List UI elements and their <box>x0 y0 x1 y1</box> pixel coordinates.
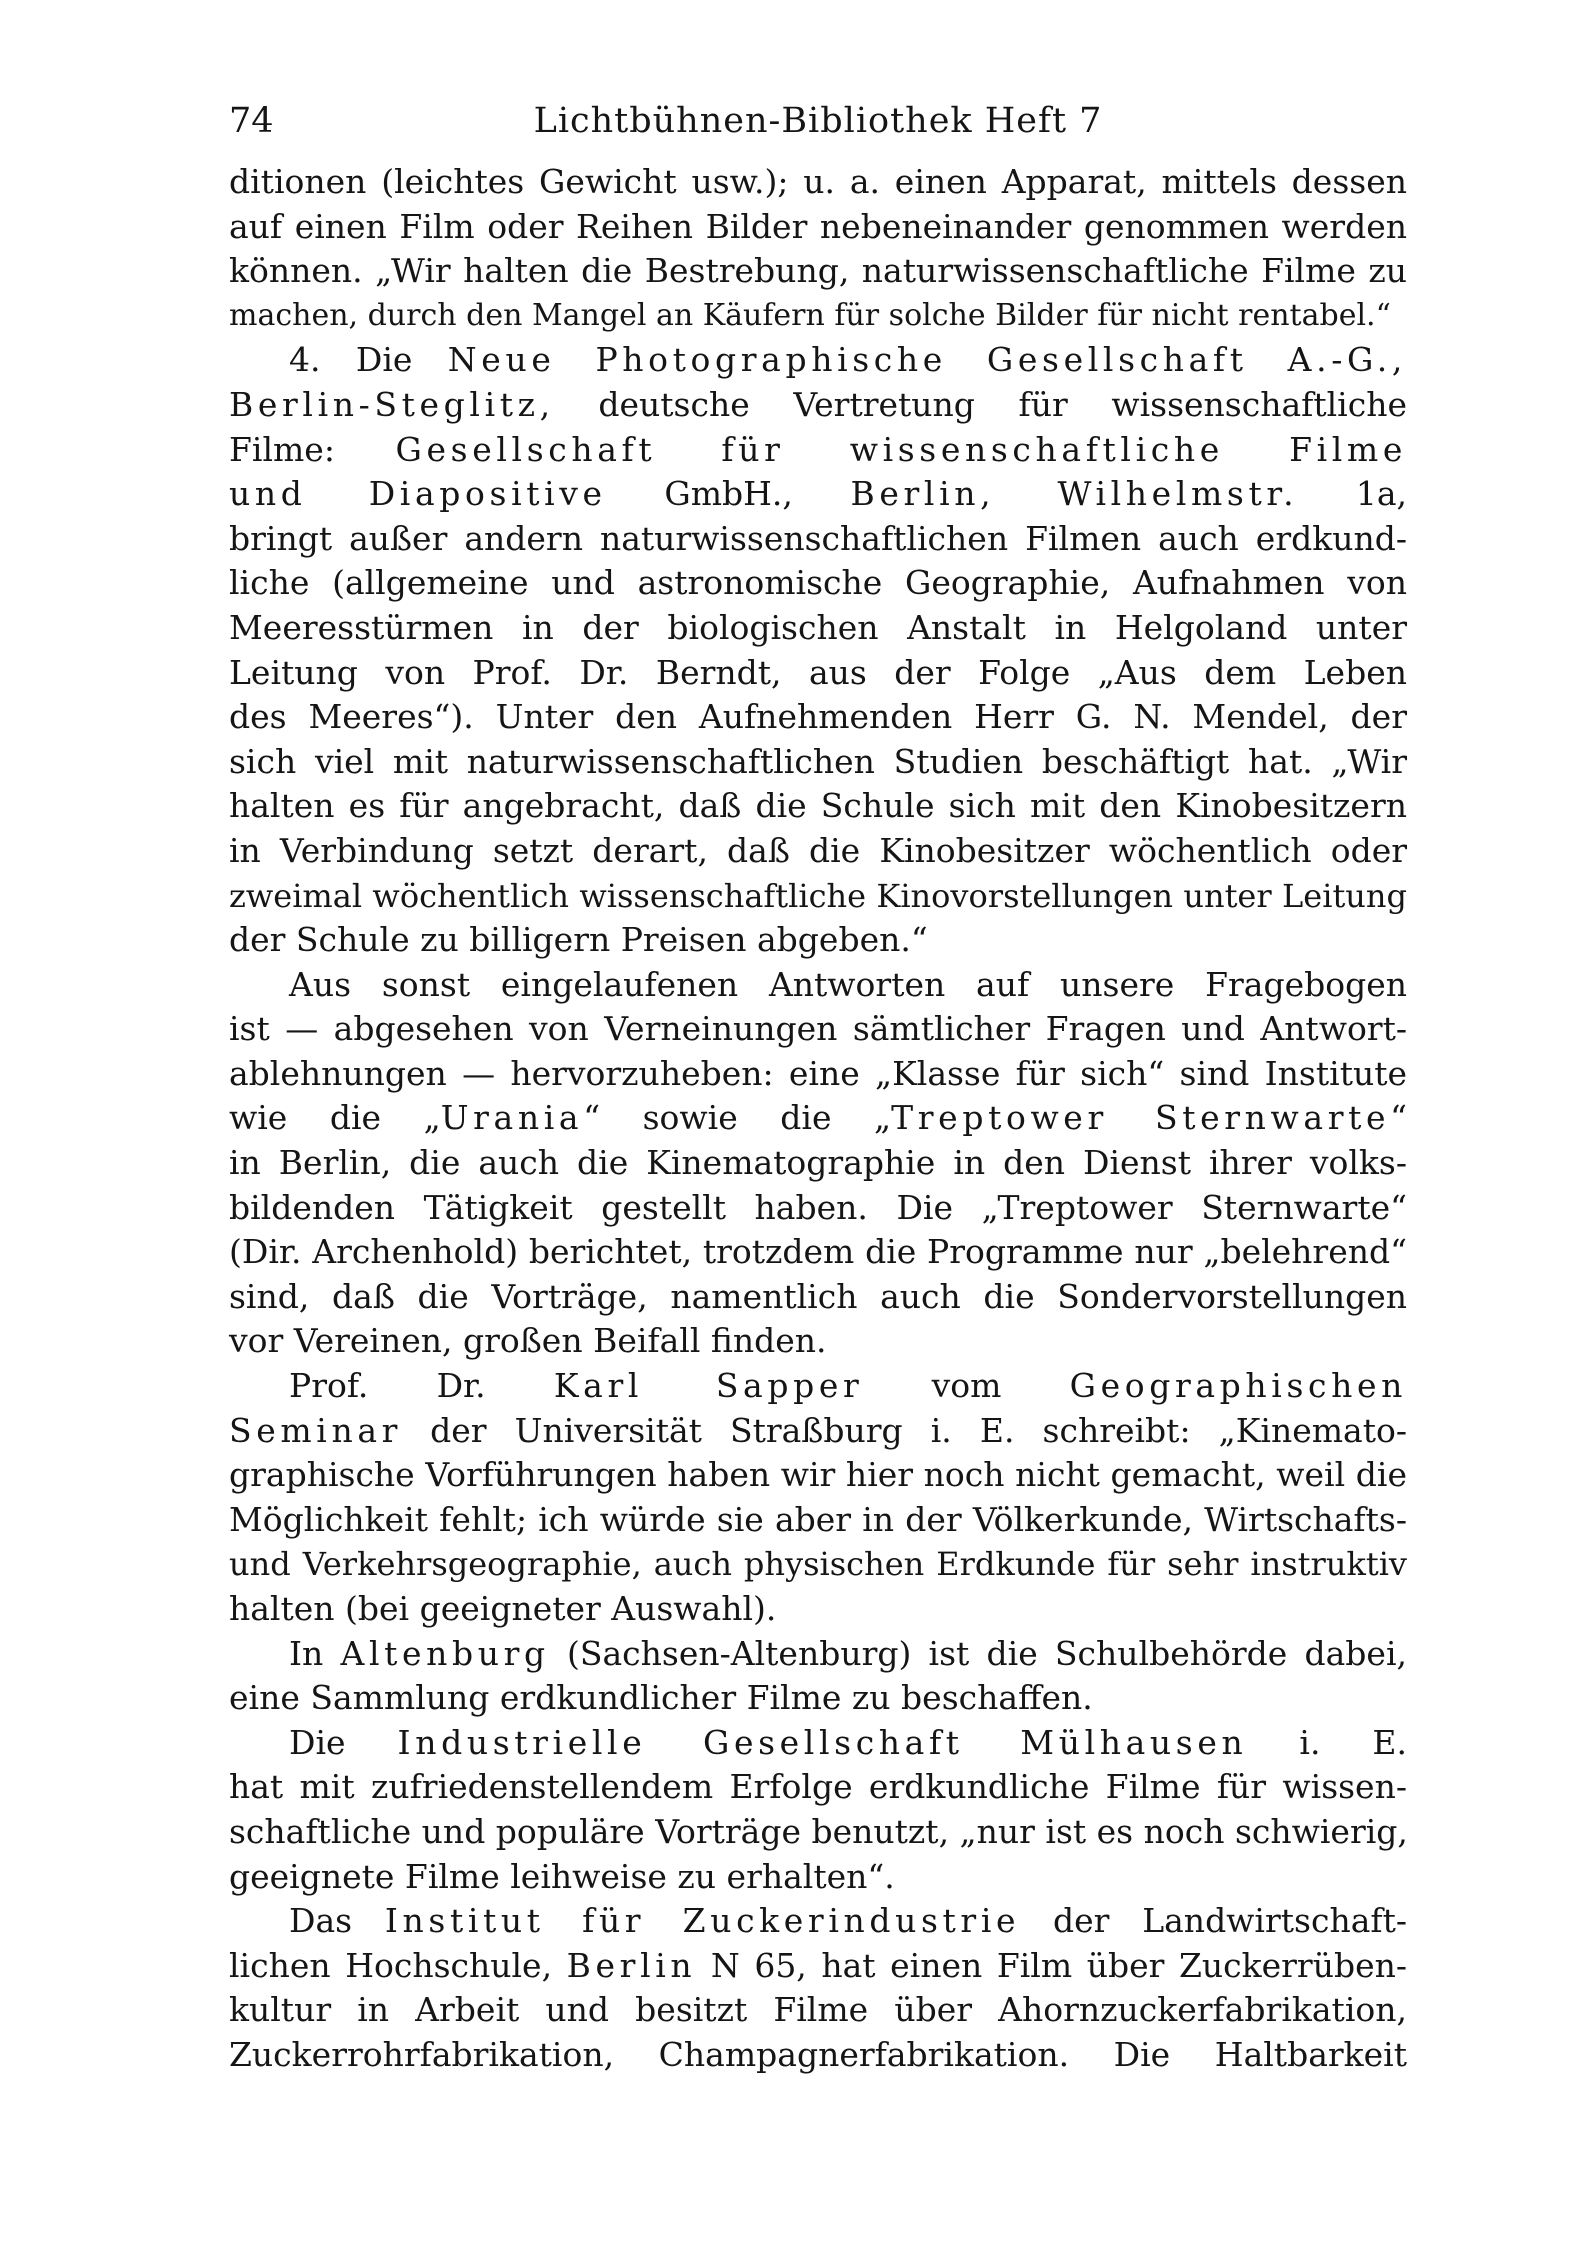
text-line <box>229 1765 1407 1810</box>
spaced-text: Berlin, Wilhelmstr. <box>850 474 1299 514</box>
text-segment: deutsche Vertretung für wissenschaftliche <box>554 384 1407 424</box>
text-segment: der Universität Straßburg i. E. schreibt: „Kinemato- <box>402 1410 1407 1450</box>
text-line <box>229 874 1407 919</box>
text-segment: des Meeres“). Unter den Aufnehmenden Herr G. N. Mendel, der <box>229 697 1407 737</box>
spaced-text: Treptower Sternwarte <box>891 1098 1391 1138</box>
text-segment: N 65, hat einen Film über Zuckerrüben- <box>696 1945 1408 1985</box>
page-header <box>229 92 1407 150</box>
text-line <box>229 1721 1407 1766</box>
text-segment: Zuckerrohrfabrikation, Champagnerfabrikation. Die Haltbarkeit <box>229 2034 1407 2074</box>
text-segment: und Verkehrsgeographie, auch physischen Erdkunde für sehr instruktiv <box>229 1545 1407 1584</box>
text-line <box>229 1899 1407 1944</box>
text-segment: können. „Wir halten die Bestrebung, naturwissenschaftliche Filme zu <box>229 251 1407 291</box>
text-segment: vom <box>863 1366 1070 1406</box>
text-segment: der Schule zu billigern Preisen abgeben.“ <box>229 920 928 960</box>
text-line <box>229 1275 1407 1320</box>
text-line <box>229 383 1407 428</box>
text-segment: kultur in Arbeit und besitzt Filme über Ahornzuckerfabrikation, <box>229 1990 1407 2030</box>
text-segment: bildenden Tätigkeit gestellt haben. Die „Treptower Sternwarte“ <box>229 1187 1407 1227</box>
spaced-text: Urania <box>440 1098 584 1138</box>
text-segment: liche (allgemeine und astronomische Geographie, Aufnahmen von <box>229 563 1407 603</box>
text-segment: lichen Hochschule, <box>229 1945 567 1985</box>
text-line <box>229 1632 1407 1677</box>
text-segment: hat mit zufriedenstellendem Erfolge erdkundliche Filme für wissen- <box>229 1767 1407 1807</box>
text-line <box>229 1453 1407 1498</box>
spaced-text: Institut für Zuckerindustrie <box>384 1901 1021 1941</box>
text-segment: Die <box>289 1722 398 1762</box>
text-line <box>229 1409 1407 1454</box>
text-line <box>229 1007 1407 1052</box>
text-line <box>229 1676 1407 1721</box>
text-line <box>229 1141 1407 1186</box>
spaced-text: Karl Sapper <box>553 1366 864 1406</box>
text-line <box>229 963 1407 1008</box>
spaced-text: Berlin <box>566 1945 697 1985</box>
text-line <box>229 1319 1407 1364</box>
text-line <box>229 1052 1407 1097</box>
text-segment: ablehnungen — hervorzuheben: eine „Klasse für sich“ sind Institute <box>229 1053 1407 1093</box>
text-segment: Das <box>289 1901 385 1941</box>
text-line <box>229 651 1407 696</box>
text-line <box>229 829 1407 874</box>
text-line <box>229 606 1407 651</box>
text-line <box>229 695 1407 740</box>
text-segment: graphische Vorführungen haben wir hier noch nicht gemacht, weil die <box>229 1455 1407 1495</box>
text-segment: ditionen (leichtes Gewicht usw.); u. a. einen Apparat, mittels dessen <box>229 162 1407 201</box>
text-segment: halten es für angebracht, daß die Schule sich mit den Kinobesitzern <box>229 786 1407 826</box>
body-text <box>229 160 1407 2078</box>
text-line <box>229 1810 1407 1855</box>
text-segment: In <box>289 1633 341 1673</box>
running-title: Lichtbühnen-Bibliothek Heft 7 <box>533 101 1103 141</box>
text-segment: Meeresstürmen in der biologischen Anstalt in Helgoland unter <box>229 607 1407 647</box>
text-line <box>229 2033 1407 2078</box>
text-segment: GmbH., <box>606 474 851 514</box>
text-line <box>229 1186 1407 1231</box>
text-segment: Möglichkeit fehlt; ich würde sie aber in der Völkerkunde, Wirtschafts- <box>229 1499 1407 1539</box>
text-segment: i. E. <box>1247 1722 1408 1762</box>
text-segment: geeignete Filme leihweise zu erhalten“. <box>229 1856 895 1896</box>
text-segment: auf einen Film oder Reihen Bilder nebeneinander genommen werden <box>229 206 1407 246</box>
spaced-text: Industrielle Gesellschaft Mülhausen <box>397 1722 1248 1762</box>
text-line <box>229 918 1407 963</box>
text-segment: “ <box>1390 1098 1408 1138</box>
text-line <box>229 740 1407 785</box>
spaced-text: Seminar <box>229 1410 403 1450</box>
text-segment: (Sachsen-Altenburg) ist die Schulbehörde dabei, <box>549 1633 1407 1673</box>
spaced-text: Altenburg <box>340 1633 550 1673</box>
text-line <box>229 249 1407 294</box>
text-line <box>229 1498 1407 1543</box>
text-line <box>229 517 1407 562</box>
text-segment: sich viel mit naturwissenschaftlichen Studien beschäftigt hat. „Wir <box>229 741 1407 781</box>
text-segment: in Berlin, die auch die Kinematographie in den Dienst ihrer volks- <box>229 1143 1407 1183</box>
text-segment: schaftliche und populäre Vorträge benutzt, „nur ist es noch schwierig, <box>229 1811 1408 1851</box>
text-line <box>229 1364 1407 1409</box>
text-line <box>229 428 1407 473</box>
text-segment: sind, daß die Vorträge, namentlich auch die Sondervorstellungen <box>229 1276 1407 1316</box>
text-line <box>229 205 1407 250</box>
text-line <box>229 1542 1407 1587</box>
text-segment: machen, durch den Mangel an Käufern für solche Bilder für nicht rentabel.“ <box>229 297 1391 333</box>
text-segment: wie die „ <box>229 1098 441 1138</box>
text-segment: in Verbindung setzt derart, daß die Kinobesitzer wöchentlich oder <box>229 830 1407 870</box>
text-line <box>229 1855 1407 1900</box>
text-segment: Aus sonst eingelaufenen Antworten auf unsere Fragebogen <box>289 964 1407 1004</box>
text-line <box>229 472 1407 517</box>
text-segment: Prof. Dr. <box>289 1366 554 1406</box>
text-segment: bringt außer andern naturwissenschaftlichen Filmen auch erdkund- <box>229 518 1407 558</box>
text-segment: Filme: <box>229 429 396 469</box>
text-line <box>229 1988 1407 2033</box>
text-segment: (Dir. Archenhold) berichtet, trotzdem die Programme nur „belehrend“ <box>229 1232 1407 1272</box>
spaced-text: und Diapositive <box>229 474 607 514</box>
text-line <box>229 160 1407 205</box>
spaced-text: Berlin-Steglitz, <box>229 384 555 424</box>
text-segment: Leitung von Prof. Dr. Berndt, aus der Folge „Aus dem Leben <box>229 652 1407 692</box>
text-segment: 1a, <box>1298 474 1407 514</box>
text-line <box>229 1944 1407 1989</box>
text-line <box>229 1230 1407 1275</box>
text-segment: eine Sammlung erdkundlicher Filme zu beschaffen. <box>229 1678 1093 1718</box>
text-segment: der Landwirtschaft- <box>1020 1901 1407 1941</box>
text-segment: zweimal wöchentlich wissenschaftliche Kinovorstellungen unter Leitung <box>229 876 1407 915</box>
text-line <box>229 338 1407 383</box>
text-line <box>229 294 1407 339</box>
text-segment: halten (bei geeigneter Auswahl). <box>229 1589 777 1628</box>
spaced-text: Gesellschaft für wissenschaftliche Filme <box>395 429 1407 469</box>
text-line <box>229 561 1407 606</box>
text-line <box>229 784 1407 829</box>
spaced-text: Neue Photographische Gesellschaft A.-G., <box>447 340 1407 380</box>
text-segment: 4. Die <box>289 340 448 380</box>
text-line <box>229 1096 1407 1141</box>
spaced-text: Geographischen <box>1069 1366 1407 1406</box>
text-line <box>229 1587 1407 1632</box>
text-segment: “ sowie die „ <box>583 1098 892 1138</box>
text-segment: ist — abgesehen von Verneinungen sämtlicher Fragen und Antwort- <box>229 1009 1407 1049</box>
text-segment: vor Vereinen, großen Beifall finden. <box>229 1321 827 1361</box>
page-number: 74 <box>229 101 274 141</box>
